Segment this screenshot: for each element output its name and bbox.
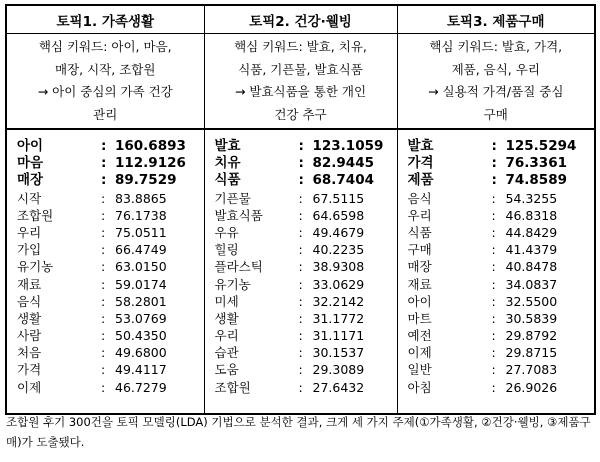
- keyword-separator: :: [101, 155, 107, 172]
- keyword-separator: :: [298, 138, 304, 154]
- keyword-item: [17, 241, 204, 258]
- keyword-word: 가격: [17, 362, 42, 378]
- keyword-value: 29.3089: [312, 362, 365, 378]
- keyword-item: [17, 310, 204, 327]
- keyword-value: 29.8792: [505, 328, 558, 344]
- keyword-value: 125.5294: [505, 138, 577, 154]
- keyword-word: 조합원: [214, 379, 251, 395]
- keyword-separator: :: [298, 328, 303, 344]
- topic2-title: 토픽2. 건강·웰빙: [204, 5, 397, 34]
- keyword-separator: :: [298, 310, 303, 326]
- summary-line: 식품, 기픈물, 발효식품: [238, 61, 363, 77]
- keyword-item: [408, 190, 595, 207]
- summary-line: 제품, 음식, 우리: [451, 61, 540, 77]
- keyword-value: 83.8865: [115, 190, 167, 206]
- summary-line: 구매: [483, 106, 508, 122]
- keyword-item: [408, 310, 595, 327]
- topic3-keywords: [397, 129, 595, 414]
- keyword-separator: :: [298, 362, 303, 378]
- keyword-item: [215, 190, 397, 207]
- keyword-value: 46.8318: [505, 207, 558, 223]
- keyword-item: [215, 276, 397, 293]
- keyword-word: 처음: [17, 345, 42, 361]
- keyword-value: 41.4379: [505, 242, 558, 258]
- topic1-title: 토픽1. 가족생활: [6, 5, 204, 34]
- keyword-value: 76.3361: [505, 155, 567, 172]
- keyword-word: 마트: [407, 310, 432, 326]
- keyword-word: 아이: [407, 293, 432, 309]
- keyword-separator: :: [101, 328, 106, 344]
- keyword-list: [398, 138, 595, 396]
- keyword-word: 구매: [407, 242, 432, 258]
- summary-line: → 실용적 가격/품질 중심: [428, 84, 564, 99]
- keyword-item: [215, 327, 397, 344]
- keyword-word: 사람: [17, 328, 42, 344]
- keyword-list: [7, 138, 204, 396]
- keyword-word: 가입: [17, 242, 42, 258]
- keyword-word: 시작: [17, 190, 42, 206]
- keyword-value: 33.0629: [312, 276, 365, 292]
- summary-line: 관리: [93, 106, 118, 122]
- keyword-word: 아침: [407, 379, 432, 395]
- keyword-value: 67.5115: [312, 190, 365, 206]
- keyword-separator: :: [491, 138, 497, 154]
- keyword-value: 30.5839: [505, 310, 558, 326]
- keyword-word: 기픈물: [214, 190, 251, 206]
- summary-line: 핵심 키워드: 발효, 치유,: [234, 39, 367, 54]
- topic1-summary: [6, 34, 204, 130]
- keyword-value: 74.8589: [505, 172, 567, 189]
- keyword-separator: :: [491, 328, 496, 344]
- keyword-value: 89.7529: [115, 172, 177, 189]
- keyword-separator: :: [491, 293, 496, 309]
- keyword-value: 59.0174: [115, 276, 167, 292]
- keyword-item: [215, 207, 397, 224]
- keyword-word: 이제: [407, 345, 432, 361]
- keyword-word: 생활: [17, 310, 42, 326]
- keyword-value: 75.0511: [115, 224, 167, 240]
- keyword-word: 미세: [214, 293, 239, 309]
- keyword-separator: :: [298, 172, 304, 189]
- keyword-item: [17, 172, 204, 189]
- keyword-item: [408, 276, 595, 293]
- keyword-item: [408, 207, 595, 224]
- keyword-word: 도움: [214, 362, 239, 378]
- keyword-word: 식품: [214, 172, 241, 189]
- keyword-value: 32.5500: [505, 293, 558, 309]
- keyword-word: 조합원: [17, 207, 54, 223]
- keyword-separator: :: [101, 207, 106, 223]
- keyword-separator: :: [491, 172, 497, 189]
- summary-row: [6, 34, 595, 130]
- keyword-item: [17, 379, 204, 396]
- keyword-word: 식품: [407, 224, 432, 240]
- keyword-word: 힐링: [214, 242, 239, 258]
- keyword-item: [215, 155, 397, 172]
- keyword-item: [215, 344, 397, 361]
- keyword-separator: :: [298, 207, 303, 223]
- keyword-value: 34.0837: [505, 276, 558, 292]
- keyword-word: 우리: [214, 328, 239, 344]
- keyword-separator: :: [101, 293, 106, 309]
- keyword-value: 49.4679: [312, 224, 365, 240]
- keyword-value: 160.6893: [115, 138, 186, 154]
- keyword-separator: :: [101, 172, 107, 189]
- keyword-separator: :: [491, 276, 496, 292]
- keyword-value: 76.1738: [115, 207, 167, 223]
- keyword-separator: :: [101, 276, 106, 292]
- keyword-value: 66.4749: [115, 242, 167, 258]
- keyword-word: 마음: [17, 155, 44, 172]
- topic2-summary: [204, 34, 397, 130]
- keyword-word: 유기농: [17, 259, 54, 275]
- keyword-value: 49.4117: [115, 362, 167, 378]
- keyword-list: [205, 138, 397, 396]
- keyword-word: 재료: [407, 276, 432, 292]
- keyword-separator: :: [491, 155, 497, 172]
- keyword-separator: :: [298, 242, 303, 258]
- keyword-word: 생활: [214, 310, 239, 326]
- keyword-item: [408, 327, 595, 344]
- keyword-value: 54.3255: [505, 190, 558, 206]
- summary-line: 매장, 시작, 조합원: [55, 61, 156, 77]
- topic-table: [5, 4, 596, 415]
- keyword-item: [17, 327, 204, 344]
- keyword-separator: :: [101, 190, 106, 206]
- keyword-value: 29.8715: [505, 345, 558, 361]
- keyword-separator: :: [491, 259, 496, 275]
- keyword-value: 58.2801: [115, 293, 167, 309]
- keyword-word: 발효: [407, 138, 434, 154]
- keyword-value: 64.6598: [312, 207, 365, 223]
- keyword-value: 46.7279: [115, 379, 167, 395]
- keyword-separator: :: [298, 293, 303, 309]
- keyword-value: 27.6432: [312, 379, 365, 395]
- keyword-separator: :: [298, 379, 303, 395]
- keyword-word: 이제: [17, 379, 42, 395]
- keyword-item: [215, 310, 397, 327]
- keyword-item: [408, 344, 595, 361]
- keyword-value: 31.1171: [312, 328, 365, 344]
- keyword-item: [17, 293, 204, 310]
- keyword-item: [408, 224, 595, 241]
- keyword-separator: :: [298, 276, 303, 292]
- topic1-keywords: [6, 129, 204, 414]
- keyword-word: 습관: [214, 345, 239, 361]
- keyword-separator: :: [101, 310, 106, 326]
- keyword-separator: :: [491, 190, 496, 206]
- keyword-word: 일반: [407, 362, 432, 378]
- summary-line: 핵심 키워드: 아이, 마음,: [38, 39, 172, 54]
- keyword-item: [408, 258, 595, 275]
- summary-line: 핵심 키워드: 발효, 가격,: [429, 39, 563, 54]
- keyword-word: 가격: [407, 155, 434, 172]
- keyword-word: 우유: [214, 224, 239, 240]
- keyword-item: [17, 258, 204, 275]
- keyword-word: 예전: [407, 328, 432, 344]
- keyword-word: 우리: [17, 224, 42, 240]
- keyword-value: 30.1537: [312, 345, 365, 361]
- keyword-separator: :: [491, 310, 496, 326]
- keyword-word: 발효: [214, 138, 241, 154]
- keyword-word: 유기농: [214, 276, 251, 292]
- keyword-row: [6, 129, 595, 414]
- keyword-value: 68.7404: [312, 172, 374, 189]
- keyword-value: 82.9445: [312, 155, 374, 172]
- table-caption: 조합원 후기 300건을 토픽 모델링(LDA) 기법으로 분석한 결과, 크게 세 가지 주제(①가족생활, ②건강·웰빙, ③제품구매)가 도출됐다.: [6, 415, 591, 449]
- keyword-item: [215, 361, 397, 378]
- topic3-title: 토픽3. 제품구매: [397, 5, 595, 34]
- keyword-word: 매장: [17, 172, 44, 189]
- keyword-separator: :: [491, 207, 496, 223]
- keyword-value: 31.1772: [312, 310, 365, 326]
- keyword-separator: :: [298, 155, 304, 172]
- keyword-word: 매장: [407, 259, 432, 275]
- topic3-summary: [397, 34, 595, 130]
- keyword-separator: :: [101, 345, 106, 361]
- keyword-item: [17, 361, 204, 378]
- keyword-separator: :: [491, 345, 496, 361]
- keyword-separator: :: [101, 242, 106, 258]
- keyword-value: 63.0150: [115, 259, 167, 275]
- keyword-item: [215, 379, 397, 396]
- keyword-value: 38.9308: [312, 259, 365, 275]
- keyword-separator: :: [101, 379, 106, 395]
- keyword-separator: :: [101, 224, 106, 240]
- keyword-separator: :: [298, 259, 303, 275]
- keyword-value: 32.2142: [312, 293, 365, 309]
- keyword-separator: :: [491, 379, 496, 395]
- keyword-word: 음식: [17, 293, 42, 309]
- keyword-item: [17, 155, 204, 172]
- keyword-value: 112.9126: [115, 155, 186, 172]
- keyword-word: 치유: [214, 155, 241, 172]
- keyword-item: [17, 138, 204, 155]
- keyword-item: [408, 172, 595, 189]
- keyword-item: [408, 379, 595, 396]
- summary-line: → 아이 중심의 가족 건강: [37, 84, 173, 99]
- keyword-item: [17, 276, 204, 293]
- summary-line: → 발효식품을 통한 개인: [234, 84, 367, 99]
- keyword-word: 재료: [17, 276, 42, 292]
- keyword-item: [408, 138, 595, 155]
- keyword-item: [408, 293, 595, 310]
- keyword-separator: :: [101, 138, 107, 154]
- keyword-word: 플라스틱: [214, 259, 263, 275]
- keyword-value: 123.1059: [312, 138, 384, 154]
- keyword-item: [408, 361, 595, 378]
- keyword-separator: :: [298, 345, 303, 361]
- keyword-item: [215, 224, 397, 241]
- keyword-item: [215, 172, 397, 189]
- keyword-value: 44.8429: [505, 224, 558, 240]
- keyword-separator: :: [101, 362, 106, 378]
- keyword-separator: :: [491, 242, 496, 258]
- topic2-keywords: [204, 129, 397, 414]
- keyword-value: 26.9026: [505, 379, 558, 395]
- keyword-separator: :: [491, 224, 496, 240]
- keyword-value: 27.7083: [505, 362, 558, 378]
- keyword-item: [17, 207, 204, 224]
- keyword-word: 아이: [17, 138, 44, 154]
- keyword-word: 제품: [407, 172, 434, 189]
- keyword-separator: :: [298, 224, 303, 240]
- keyword-separator: :: [491, 362, 496, 378]
- table-header-row: [6, 5, 595, 34]
- keyword-value: 50.4350: [115, 328, 167, 344]
- keyword-separator: :: [101, 259, 106, 275]
- keyword-value: 40.8478: [505, 259, 558, 275]
- keyword-item: [215, 241, 397, 258]
- keyword-item: [17, 224, 204, 241]
- keyword-separator: :: [298, 190, 303, 206]
- keyword-word: 우리: [407, 207, 432, 223]
- keyword-item: [215, 258, 397, 275]
- keyword-word: 발효식품: [214, 207, 263, 223]
- keyword-item: [408, 155, 595, 172]
- keyword-word: 음식: [407, 190, 432, 206]
- keyword-value: 53.0769: [115, 310, 167, 326]
- keyword-item: [408, 241, 595, 258]
- keyword-item: [17, 190, 204, 207]
- summary-line: 건강 추구: [274, 106, 327, 122]
- keyword-item: [215, 293, 397, 310]
- keyword-item: [215, 138, 397, 155]
- keyword-item: [17, 344, 204, 361]
- keyword-value: 40.2235: [312, 242, 365, 258]
- keyword-value: 49.6800: [115, 345, 167, 361]
